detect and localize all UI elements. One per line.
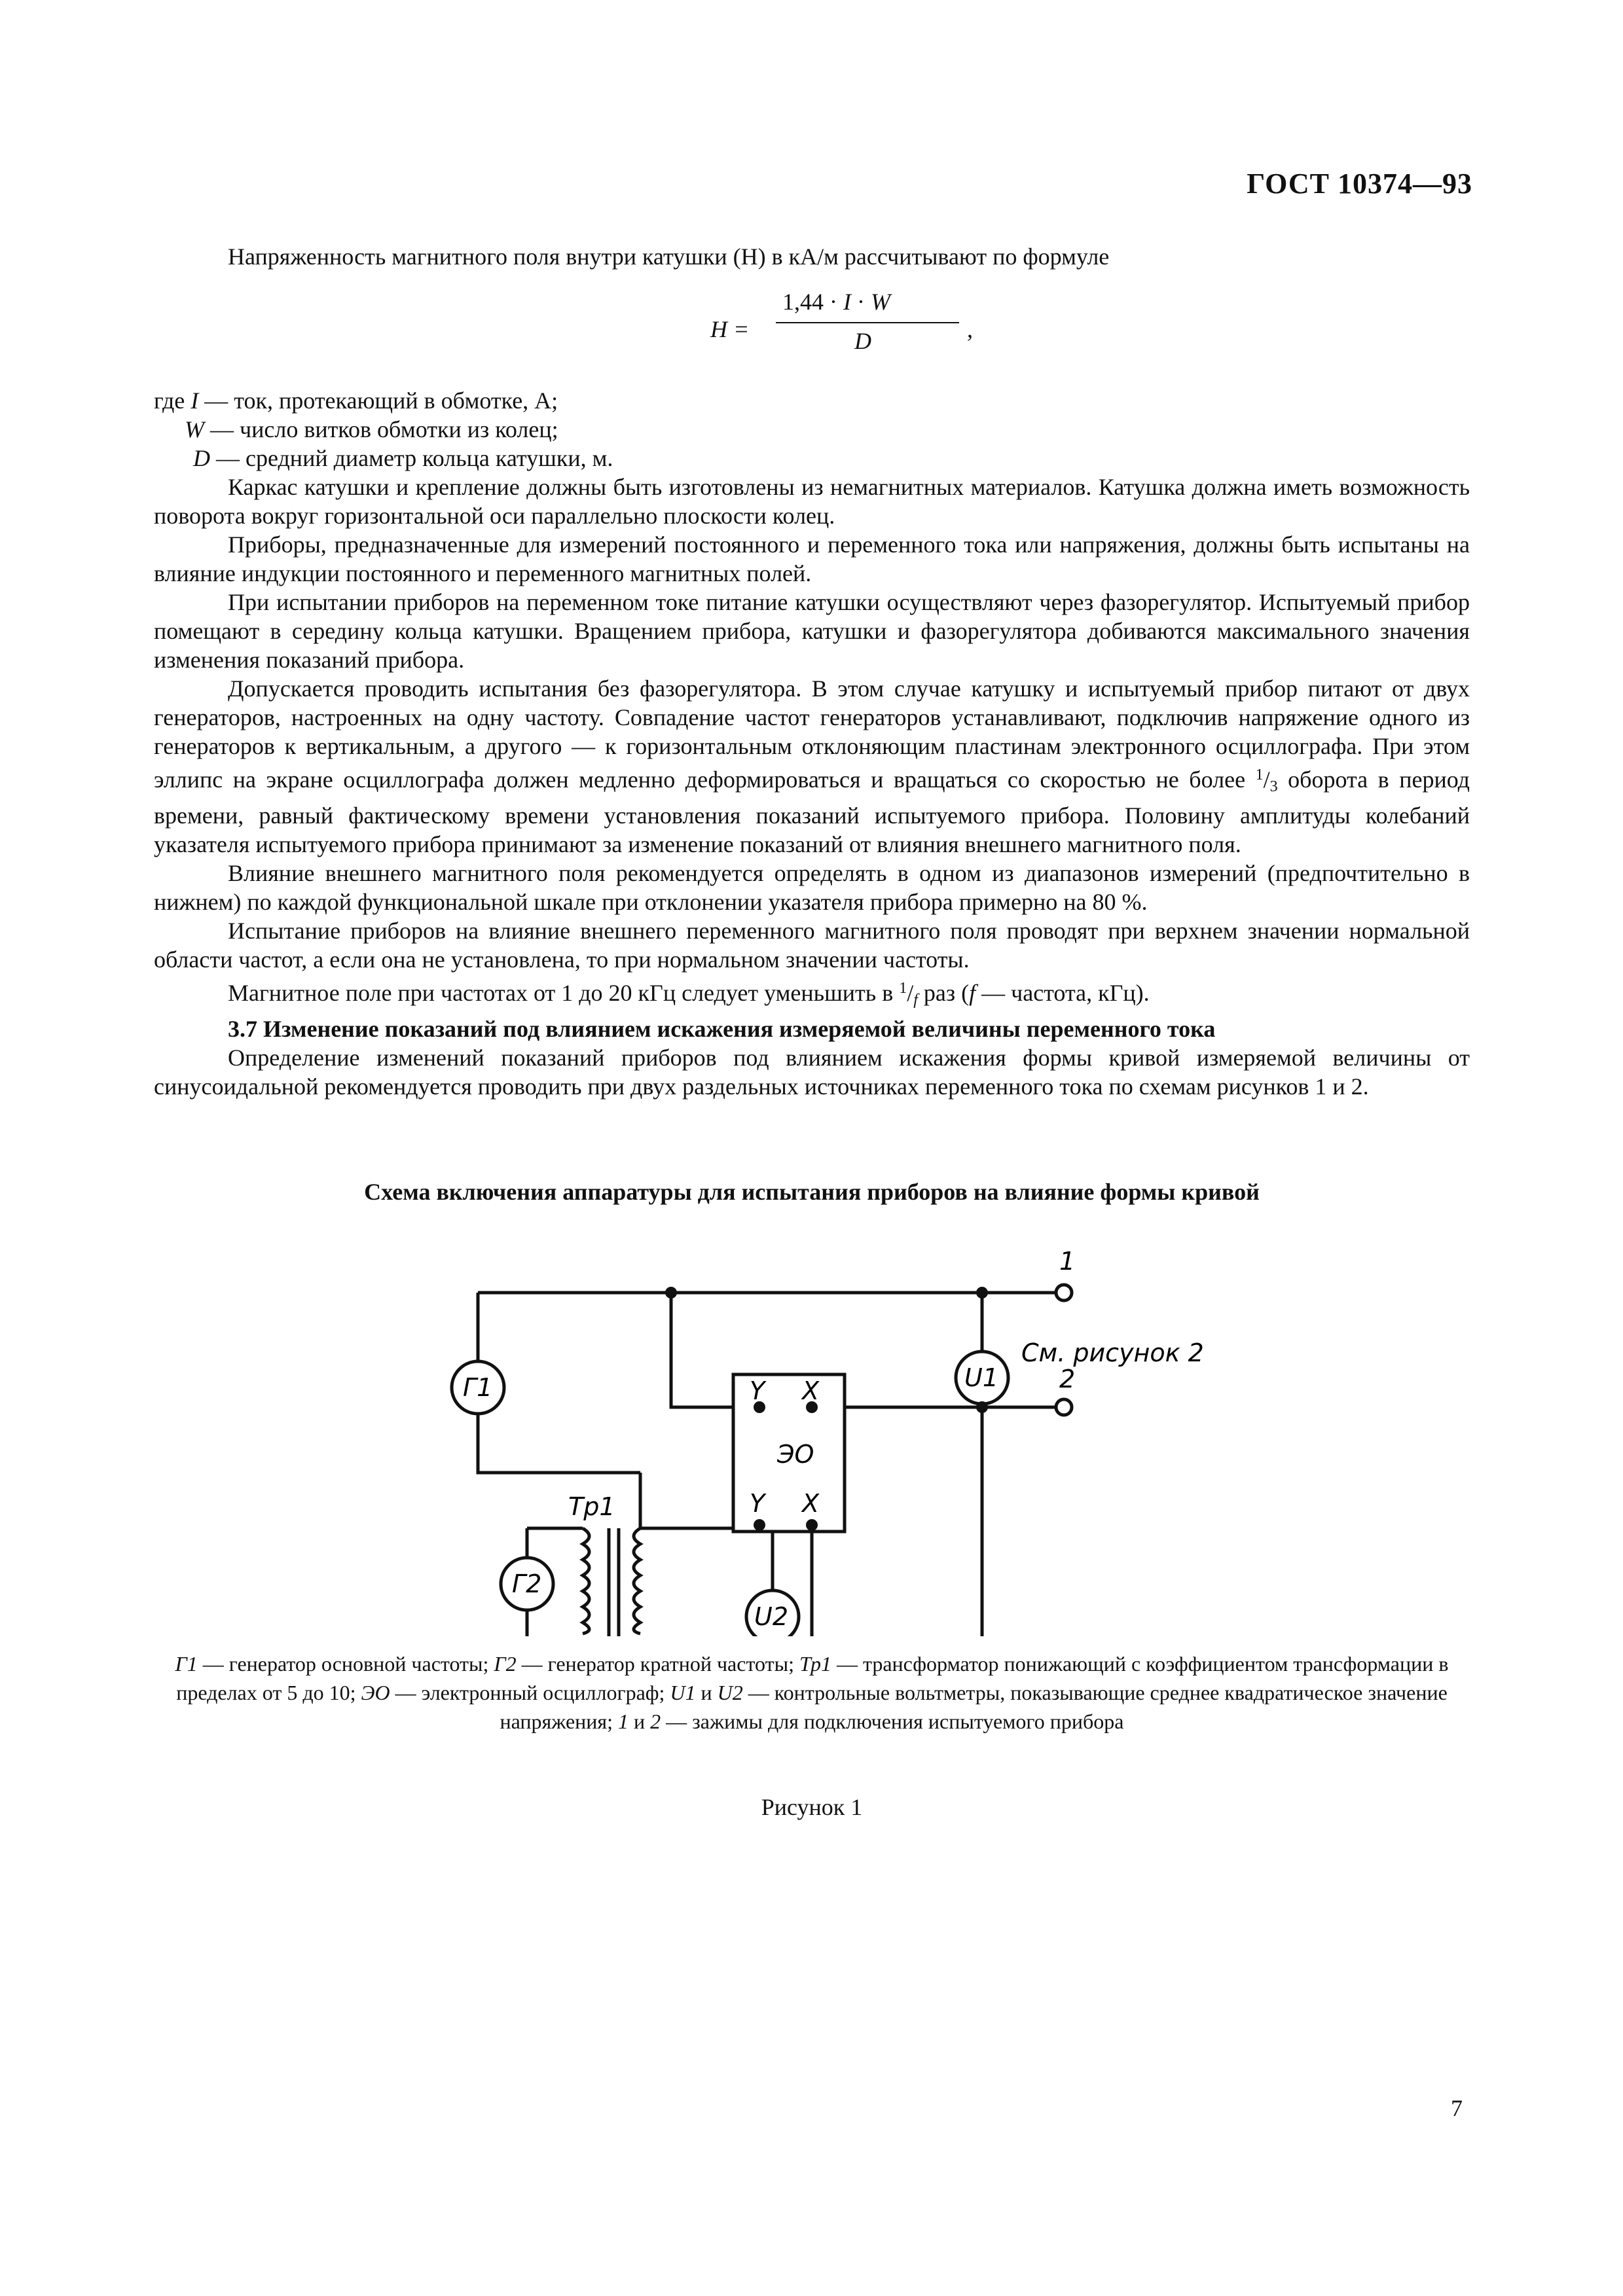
page-number: 7: [1451, 2095, 1463, 2121]
terminal-1-label: 1: [1059, 1247, 1076, 1276]
terminal-2-label: 2: [1059, 1365, 1076, 1393]
paragraph-3: При испытании приборов на переменном токе питание катушки осуществляют через фазорегулятор. Испытуемый прибор помещают в середину кольца катушки. Вращением прибора, катушки и фазорегулятора добиваются максимального значения изменения показаний прибора.: [154, 589, 1470, 673]
paragraph-5: Влияние внешнего магнитного поля рекомендуется определять в одном из диапазонов измерений (предпочтительно в нижнем) по каждой функциональной шкале при отклонении указателя прибора примерно на 80 %.: [154, 860, 1470, 915]
terminal-1: [1056, 1285, 1072, 1300]
paragraph-7-part-a: Магнитное поле при частотах от 1 до 20 кГц следует уменьшить в: [228, 980, 900, 1006]
caption-u-text: — контрольные вольтметры, показывающие среднее квадратическое значение напряжения;: [500, 1681, 1448, 1733]
fraction-bar: [776, 322, 959, 323]
caption-g1: Г1: [175, 1652, 198, 1676]
figure-label: Рисунок 1: [761, 1794, 863, 1820]
caption-eo: ЭО: [361, 1681, 390, 1704]
symbol-d: D: [193, 445, 210, 471]
g1-label: Г1: [463, 1373, 493, 1402]
paragraph-7: Магнитное поле при частотах от 1 до 20 кГц следует уменьшить в $^1/_f$ раз (f — частота, кГц).: [228, 980, 1150, 1009]
fraction-denominator: f: [913, 992, 918, 1009]
caption-eo-text: — электронный осциллограф;: [390, 1681, 670, 1704]
transformer-tr1: [583, 1528, 640, 1636]
formula-i: I: [843, 289, 851, 315]
formula-coefficient: 1,44: [782, 289, 824, 315]
section-title: 3.7 Изменение показаний под влиянием искажения измеряемой величины переменного тока: [228, 1016, 1216, 1042]
caption-tr1: Тр1: [799, 1652, 831, 1676]
formula-dot: ·: [851, 289, 871, 315]
caption-t-text: — зажимы для подключения испытуемого прибора: [661, 1710, 1124, 1733]
paragraph-4: Допускается проводить испытания без фазорегулятора. В этом случае катушку и испытуемый прибор питают от двух генераторов, настроенных на одну частоту. Совпадение частот генераторов устанавливают, подключив напряжение одного из генераторов к вертикальным, а другого — к горизонтальным отклоняющим пластинам электронного осциллографа. При этом эллипс на экране осциллографа должен медленно деформироваться и вращаться со скоростью не более $^1/_3$ оборота в период времени, равный фактическому времени установления показаний испытуемого прибора. Половину амплитуды колебаний указателя испытуемого прибора принимают за изменение показаний от влияния внешнего магнитного поля.: [154, 675, 1470, 857]
intro-text: Напряженность магнитного поля внутри катушки (H) в кА/м рассчитывают по формуле: [228, 243, 1110, 270]
paragraph-4-part-b: оборота в период времени, равный фактическому времени установления показаний испытуемого прибора. Половину амплитуды колебаний указателя испытуемого прибора принимают за изменение показаний от влияния внешнего магнитного поля.: [154, 766, 1470, 857]
body-text: [154, 386, 1470, 1101]
symbol-w: W: [185, 416, 204, 442]
g2-label: Г2: [512, 1570, 542, 1598]
junction-dot: [754, 1519, 765, 1531]
caption-u2: U2: [717, 1681, 743, 1704]
fraction-denominator: 3: [1269, 778, 1278, 795]
intro-paragraph: [154, 242, 1470, 271]
junction-dot: [806, 1519, 818, 1531]
formula-denominator: D: [854, 328, 871, 354]
paragraph-8: Определение изменений показаний приборов под влиянием искажения формы кривой измеряемой величины от синусоидальной рекомендуется проводить при двух раздельных источниках переменного тока по схемам рисунков 1 и 2.: [154, 1045, 1470, 1100]
primary-coil: [583, 1528, 589, 1634]
paragraph-1: Каркас катушки и крепление должны быть изготовлены из немагнитных материалов. Катушка должна иметь возможность поворота вокруг горизонтальной оси параллельно плоскости колец.: [154, 474, 1470, 529]
where-d: [154, 444, 1470, 473]
where-w: [154, 415, 1470, 444]
tr1-label: Тр1: [568, 1492, 615, 1521]
eo-label: ЭО: [777, 1440, 814, 1469]
caption-g2: Г2: [494, 1652, 517, 1676]
junction-dot: [976, 1401, 988, 1413]
y-top-label: Y: [750, 1376, 765, 1405]
formula-dot: ·: [824, 289, 843, 315]
formula-numerator: [782, 288, 890, 315]
circuit-diagram: [419, 1230, 1224, 1636]
u2-label: U2: [754, 1602, 788, 1631]
y-bottom-label: Y: [750, 1489, 765, 1518]
where-i-text: — ток, протекающий в обмотке, А;: [198, 387, 558, 414]
caption-and: и: [629, 1710, 651, 1733]
figure-title: Схема включения аппаратуры для испытания приборов на влияние формы кривой: [364, 1179, 1260, 1205]
caption-g1-text: — генератор основной частоты;: [197, 1652, 494, 1676]
x-top-label: X: [802, 1376, 820, 1405]
see-figure-label: См. рисунок 2: [1021, 1338, 1204, 1367]
symbol-f: f: [969, 980, 976, 1006]
x-bottom-label: X: [802, 1489, 820, 1518]
paragraph-2: Приборы, предназначенные для измерений постоянного и переменного тока или напряжения, должны быть испытаны на влияние индукции постоянного и переменного магнитных полей.: [154, 531, 1470, 586]
caption-and: и: [695, 1681, 718, 1704]
caption-g2-text: — генератор кратной частоты;: [516, 1652, 799, 1676]
fraction-numerator: 1: [899, 980, 907, 997]
paragraph-7-part-b: раз (: [917, 980, 970, 1006]
secondary-coil: [634, 1528, 640, 1634]
where-i: [154, 386, 1470, 415]
caption-tr1-text: — трансформатор понижающий с коэффициентом трансформации в пределах от 5 до 10;: [176, 1652, 1449, 1704]
formula-lhs: H =: [710, 316, 750, 342]
terminal-2: [1056, 1399, 1072, 1415]
standard-code: ГОСТ 10374—93: [1247, 168, 1472, 200]
where-d-text: — средний диаметр кольца катушки, м.: [210, 445, 613, 471]
formula-w: W: [871, 289, 890, 315]
symbol-i: I: [191, 387, 199, 414]
caption-t2: 2: [650, 1710, 661, 1733]
where-w-text: — число витков обмотки из колец;: [204, 416, 558, 442]
paragraph-4-part-a: Допускается проводить испытания без фазорегулятора. В этом случае катушку и испытуемый прибор питают от двух генераторов, настроенных на одну частоту. Совпадение частот генераторов устанавливают, подключив напряжение одного из генераторов к вертикальным, а другого — к горизонтальным отклоняющим пластинам электронного осциллографа. При этом эллипс на экране осциллографа должен медленно деформироваться и вращаться со скоростью не более: [154, 675, 1470, 793]
fraction-numerator: 1: [1255, 766, 1264, 783]
formula-comma: ,: [967, 316, 973, 342]
junction-dot: [976, 1287, 988, 1299]
where-prefix: где: [154, 387, 191, 414]
u1-label: U1: [964, 1363, 998, 1392]
figure-caption: [154, 1649, 1470, 1736]
caption-t1: 1: [618, 1710, 629, 1733]
paragraph-6: Испытание приборов на влияние внешнего переменного магнитного поля проводят при верхнем значении нормальной области частот, а если она не установлена, то при нормальном значении частоты.: [154, 918, 1470, 973]
paragraph-7-part-c: — частота, кГц).: [976, 980, 1150, 1006]
junction-dot: [665, 1287, 677, 1299]
caption-u1: U1: [670, 1681, 696, 1704]
